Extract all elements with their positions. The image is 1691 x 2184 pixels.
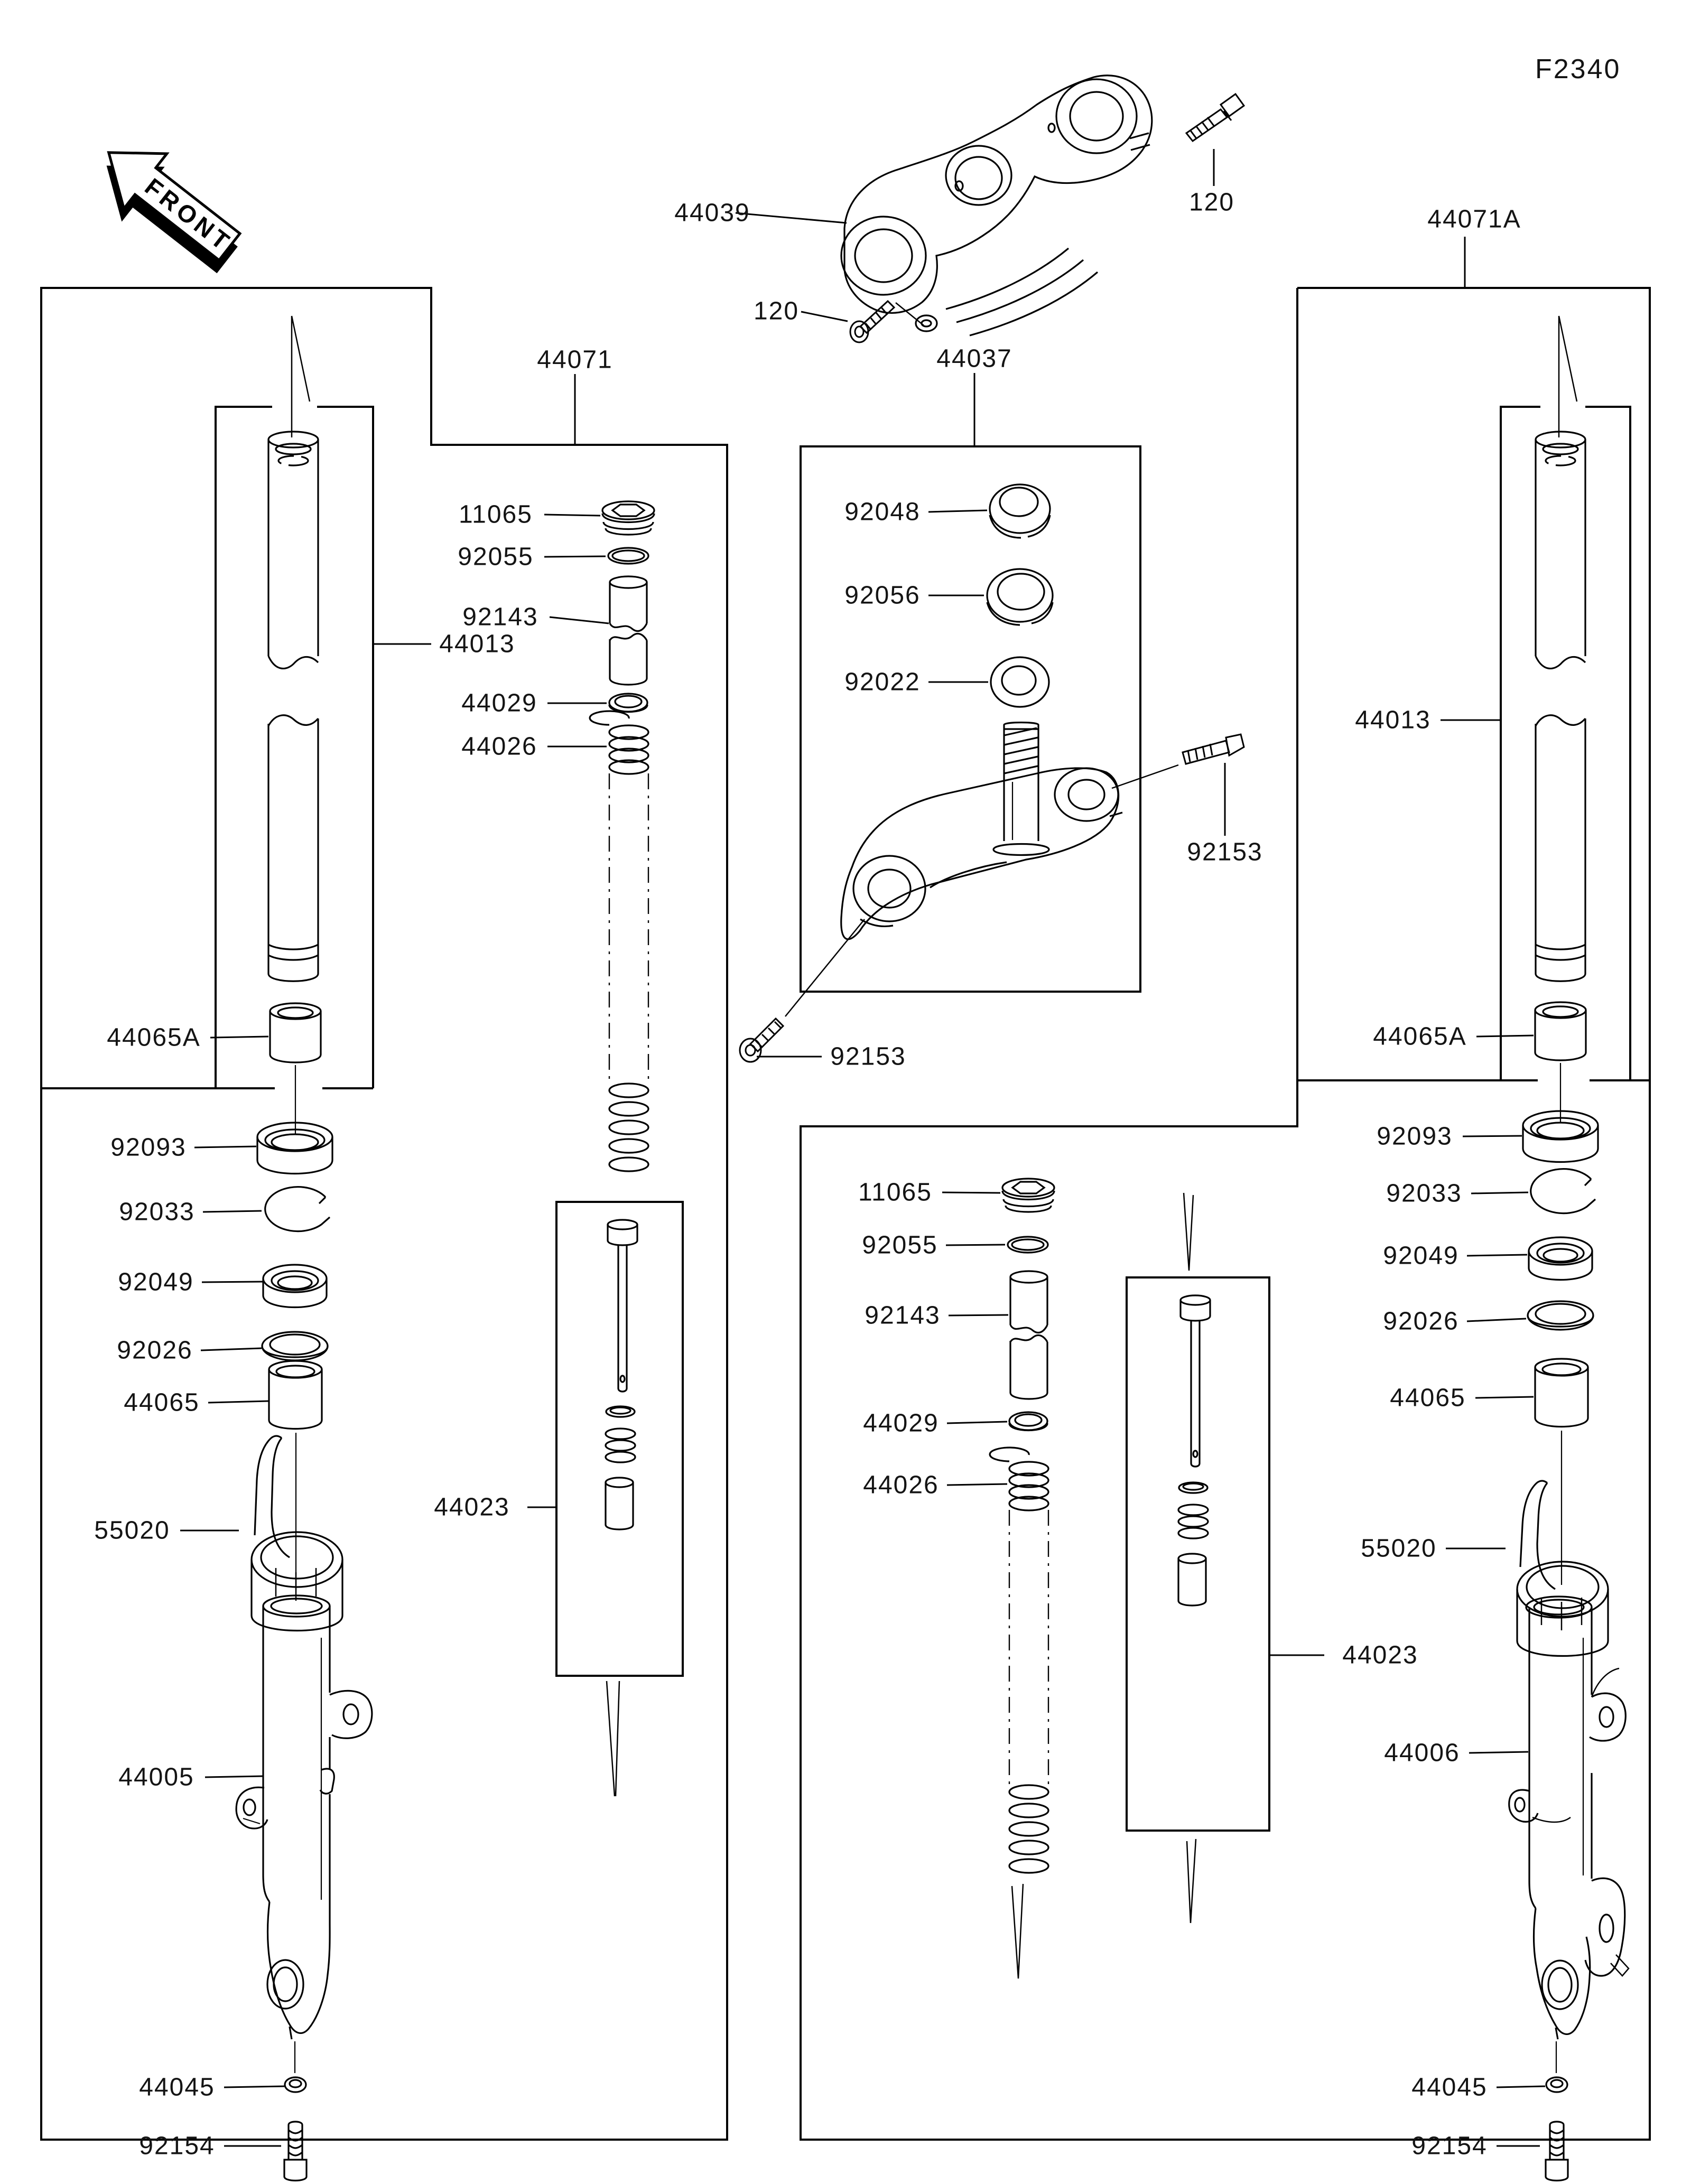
front-arrow-label: FRONT (140, 172, 238, 257)
part-label-44037: 44037 (936, 344, 1012, 373)
part-label-11065: 11065 (858, 1178, 932, 1207)
part-label-44013: 44013 (439, 630, 515, 658)
leader-line-44005 (205, 1776, 263, 1777)
leader-line-44065A (1476, 1035, 1534, 1037)
part-label-92033: 92033 (1386, 1179, 1462, 1208)
leader-line-92049 (1467, 1255, 1527, 1256)
part-label-92048: 92048 (844, 498, 921, 526)
part-label-44006: 44006 (1384, 1739, 1460, 1767)
part-label-55020: 55020 (94, 1516, 170, 1545)
part-label-120: 120 (753, 297, 800, 325)
part-label-92093: 92093 (1377, 1122, 1453, 1151)
part-label-55020: 55020 (1361, 1534, 1437, 1563)
leader-line-92033 (203, 1211, 262, 1212)
leader-line-11065 (544, 515, 600, 516)
part-label-44026: 44026 (461, 732, 537, 761)
part-label-120: 120 (1188, 188, 1235, 217)
part-label-92093: 92093 (110, 1133, 187, 1162)
part-label-44029: 44029 (863, 1409, 939, 1438)
part-label-44045: 44045 (139, 2073, 215, 2102)
part-label-44029: 44029 (461, 689, 537, 717)
part-label-92049: 92049 (118, 1268, 194, 1296)
part-label-44065: 44065 (124, 1388, 200, 1417)
part-label-44065A: 44065A (107, 1023, 201, 1052)
leader-line-92093 (194, 1146, 256, 1147)
part-label-92026: 92026 (1383, 1307, 1459, 1336)
part-label-44013: 44013 (1355, 706, 1431, 734)
part-label-44071: 44071 (537, 346, 613, 374)
part-label-92056: 92056 (844, 581, 921, 610)
part-label-44065: 44065 (1390, 1384, 1466, 1412)
leader-line-44026 (947, 1484, 1007, 1485)
part-label-44026: 44026 (863, 1471, 939, 1499)
part-label-92154: 92154 (139, 2132, 215, 2160)
part-label-92055: 92055 (862, 1231, 938, 1259)
leader-line-44045 (1497, 2086, 1545, 2087)
part-label-44071A: 44071A (1427, 205, 1521, 234)
part-label-44023: 44023 (1342, 1641, 1418, 1669)
part-label-44023: 44023 (434, 1493, 510, 1522)
part-label-92026: 92026 (117, 1336, 193, 1365)
leader-line-92055 (544, 556, 606, 557)
part-label-44005: 44005 (118, 1763, 194, 1791)
leader-line-44006 (1469, 1752, 1528, 1753)
part-label-44045: 44045 (1411, 2073, 1488, 2102)
diagram-code: F2340 (1535, 54, 1621, 85)
part-label-44039: 44039 (674, 199, 750, 227)
leader-line-92033 (1471, 1192, 1528, 1193)
part-label-92143: 92143 (865, 1301, 941, 1330)
part-label-92153: 92153 (830, 1042, 906, 1071)
leader-line-44045 (224, 2086, 284, 2087)
part-label-92153: 92153 (1187, 838, 1263, 866)
part-label-92143: 92143 (462, 603, 538, 631)
part-label-11065: 11065 (459, 500, 533, 529)
part-label-92055: 92055 (458, 543, 534, 571)
part-label-44065A: 44065A (1373, 1022, 1467, 1051)
leader-line-44065 (1475, 1397, 1534, 1398)
leader-line-11065 (942, 1192, 1000, 1193)
part-label-92022: 92022 (844, 668, 921, 696)
part-label-92049: 92049 (1383, 1242, 1459, 1270)
part-label-92033: 92033 (119, 1198, 195, 1226)
part-label-92154: 92154 (1411, 2132, 1488, 2160)
leader-line-44065A (210, 1037, 268, 1038)
